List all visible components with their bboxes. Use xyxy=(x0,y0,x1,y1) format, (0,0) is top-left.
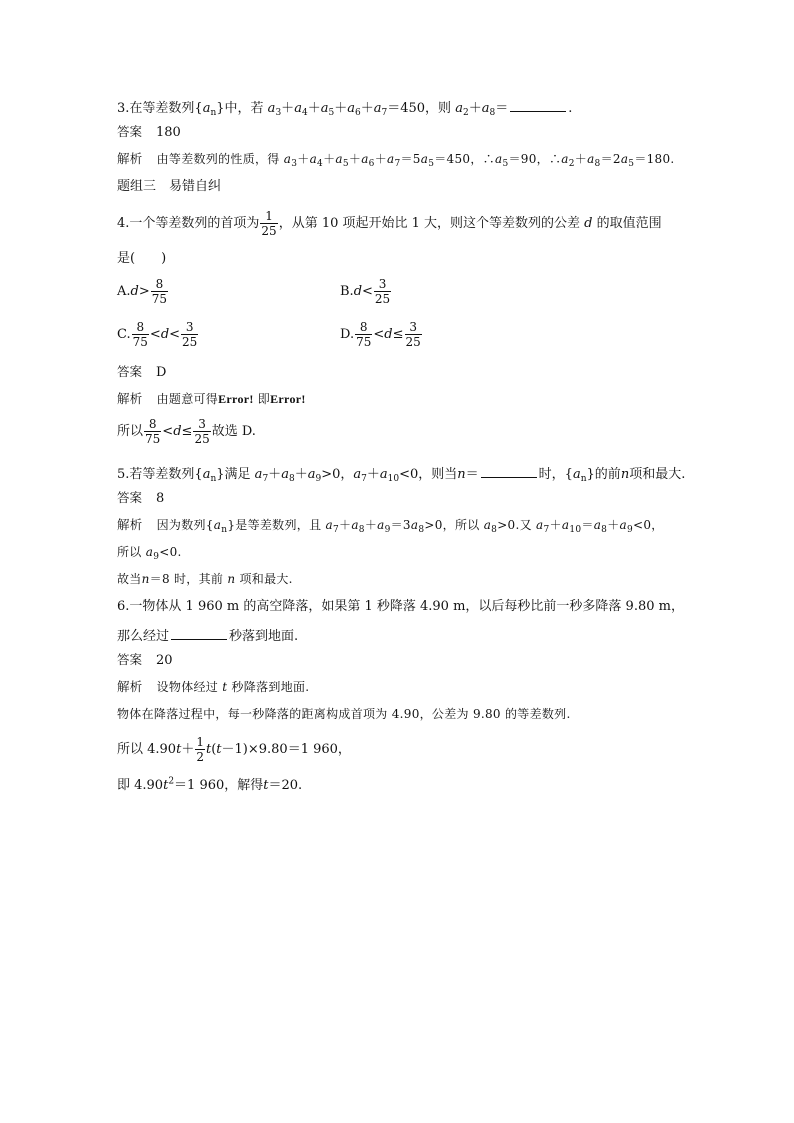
q4-analysis: 解析 由题意可得Error! 即Error! xyxy=(117,391,306,406)
q5-answer: 答案 8 xyxy=(117,490,165,506)
q6-question-line2: 那么经过 秒落到地面. xyxy=(117,629,299,644)
group3-title: 题组三 易错自纠 xyxy=(117,179,222,194)
q5-analysis-line3: 故当n＝8 时，其前 n 项和最大. xyxy=(117,572,293,586)
q3-answer: 答案 180 xyxy=(117,124,181,140)
q6-analysis: 解析 设物体经过 t 秒降落到地面. xyxy=(117,679,310,694)
q4-option-d: D. $\frac{8}{75}$ <d≤ $\frac{3}{25}$ xyxy=(340,320,421,349)
q4-answer: 答案 D xyxy=(117,364,167,380)
q5-analysis: 解析 因为数列$\{a_n\}$是等差数列，且 $a_7+a_8+a_9=3a_8>0$，所以 $a_8>0$.又 $a_7+a_{10}=a_8+a_9<0$， xyxy=(117,517,664,535)
q4-option-a: A.d> $\frac{8}{75}$ xyxy=(117,277,168,306)
fraction: $\frac{1}{25}$ xyxy=(261,209,277,238)
q3-question: 3.在等差数列$\{a_n\}$中，若 $a_3+a_4+a_5+a_6+a_7=450$，则 $a_2+a_8=$ . xyxy=(117,101,573,118)
q6-analysis-line2: 物体在降落过程中，每一秒降落的距离构成首项为 4.90，公差为 9.80 的等差数列. xyxy=(117,707,571,721)
q4-option-b: B.d< $\frac{3}{25}$ xyxy=(340,277,391,306)
q6-answer: 答案 20 xyxy=(117,652,173,668)
q4-option-c: C. $\frac{8}{75}$ <d< $\frac{3}{25}$ xyxy=(117,320,198,349)
q3-analysis: 解析 由等差数列的性质，得 $a_3+a_4+a_5+a_6+a_7=5a_5=450$，$\therefore a_5=90$，$\therefore a_2+a_8=2a_5=180$. xyxy=(117,151,675,169)
answer-blank[interactable] xyxy=(171,627,227,640)
q6-analysis-line4: 即 $4.90t^2=1$ 960，解得t＝20. xyxy=(117,776,303,793)
q6-question: 6.一物体从 1 960 m 的高空降落，如果第 1 秒降落 4.90 m，以后每秒比前一秒多降落 9.80 m， xyxy=(117,599,684,614)
q6-analysis-line3: 所以 4.90t＋ $\frac{1}{2}$ t(t－1)×9.80＝1 960， xyxy=(117,735,351,764)
q4-analysis-line2: 所以 $\frac{8}{75}$ <d≤ $\frac{3}{25}$ 故选 D. xyxy=(117,417,256,446)
q5-analysis-line2: 所以 $a_9<0$. xyxy=(117,545,182,562)
q4-question: 4.一个等差数列的首项为 $\frac{1}{25}$ ，从第 10 项起开始比 1 大，则这个等差数列的公差 d 的取值范围 xyxy=(117,209,662,238)
answer-blank[interactable] xyxy=(481,465,537,478)
answer-blank[interactable] xyxy=(510,99,566,112)
q4-question-line2: 是( ) xyxy=(117,251,167,266)
q5-question: 5.若等差数列$\{a_n\}$满足 $a_7+a_8+a_9>0$，$a_7+a_{10}<0$，则当n＝ 时，$\{a_n\}$的前n项和最大. xyxy=(117,467,686,484)
